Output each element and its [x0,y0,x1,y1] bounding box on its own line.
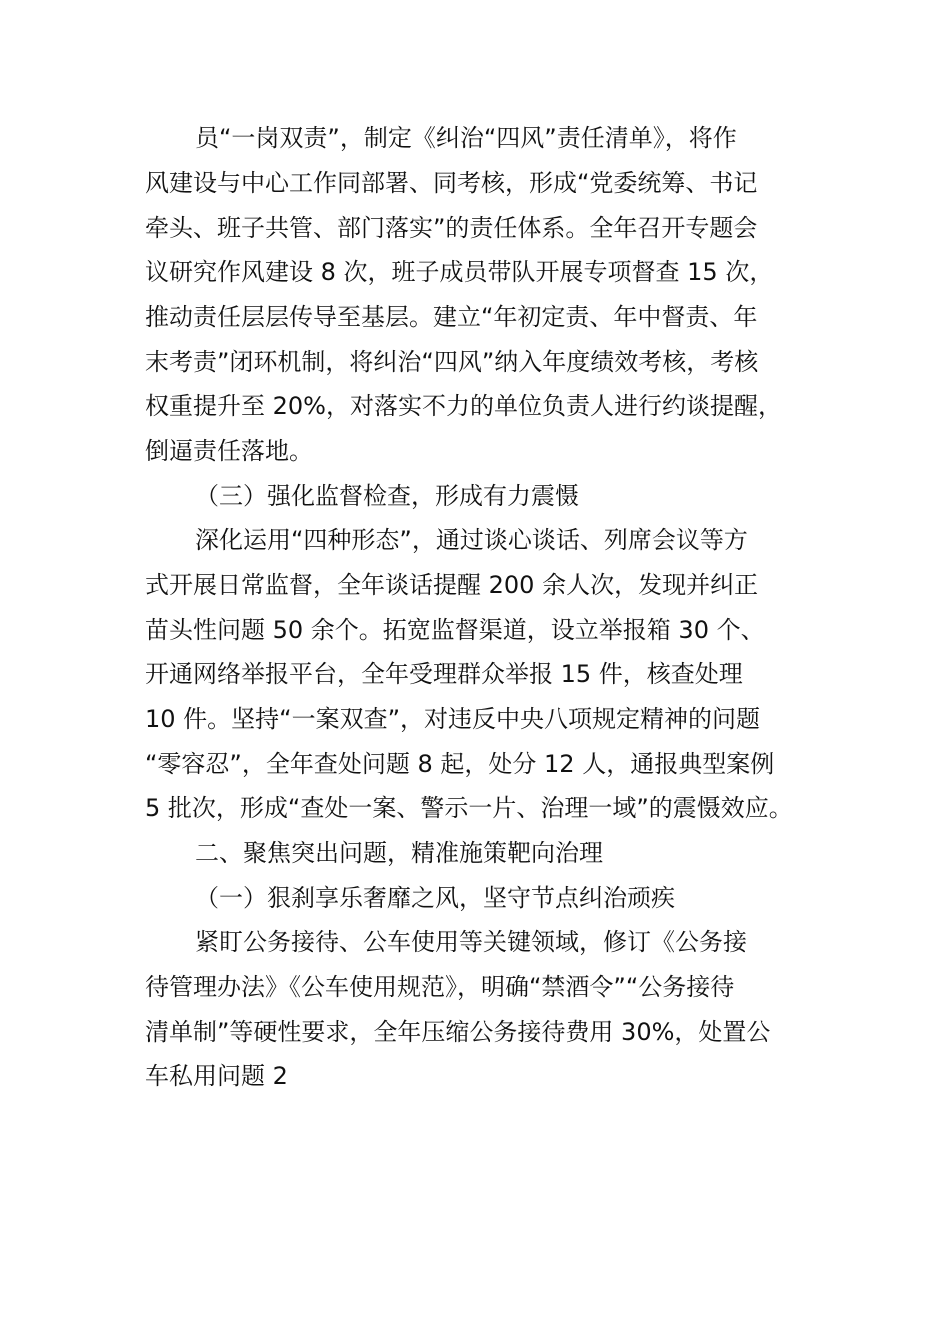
paragraph-line: 员“一岗双责”，制定《纠治“四风”责任清单》，将作 [195,124,737,152]
paragraph-line: 清单制”等硬性要求，全年压缩公务接待费用 30%，处置公 [145,1018,771,1046]
paragraph-line: 车私用问题 2 [145,1062,288,1090]
paragraph-line: 牵头、班子共管、部门落实”的责任体系。全年召开专题会 [145,214,758,242]
paragraph-line: 议研究作风建设 8 次，班子成员带队开展专项督查 15 次， [145,258,774,286]
paragraph-line: 苗头性问题 50 余个。拓宽监督渠道，设立举报箱 30 个、 [145,616,765,644]
paragraph-line: 倒逼责任落地。 [145,437,313,465]
section-heading: （一）狠刹享乐奢靡之风，坚守节点纠治顽疾 [195,884,675,912]
chapter-heading: 二、聚焦突出问题，精准施策靶向治理 [195,839,603,867]
paragraph-line: 末考责”闭环机制，将纠治“四风”纳入年度绩效考核，考核 [145,348,759,376]
paragraph-line: 待管理办法》《公车使用规范》，明确“禁酒令”“公务接待 [145,973,735,1001]
paragraph-line: 紧盯公务接待、公车使用等关键领域，修订《公务接 [195,928,747,956]
paragraph-line: 5 批次，形成“查处一案、警示一片、治理一域”的震慑效应。 [145,794,793,822]
paragraph-line: 风建设与中心工作同部署、同考核，形成“党委统筹、书记 [145,169,758,197]
paragraph-line: “零容忍”，全年查处问题 8 起，处分 12 人，通报典型案例 [145,750,775,778]
paragraph-line: 10 件。坚持“一案双查”，对违反中央八项规定精神的问题 [145,705,761,733]
paragraph-line: 推动责任层层传导至基层。建立“年初定责、年中督责、年 [145,303,758,331]
paragraph-line: 开通网络举报平台，全年受理群众举报 15 件，核查处理 [145,660,743,688]
section-heading: （三）强化监督检查，形成有力震慑 [195,482,579,510]
paragraph-line: 式开展日常监督，全年谈话提醒 200 余人次，发现并纠正 [145,571,759,599]
paragraph-line: 权重提升至 20%，对落实不力的单位负责人进行约谈提醒， [145,392,782,420]
paragraph-line: 深化运用“四种形态”，通过谈心谈话、列席会议等方 [195,526,748,554]
